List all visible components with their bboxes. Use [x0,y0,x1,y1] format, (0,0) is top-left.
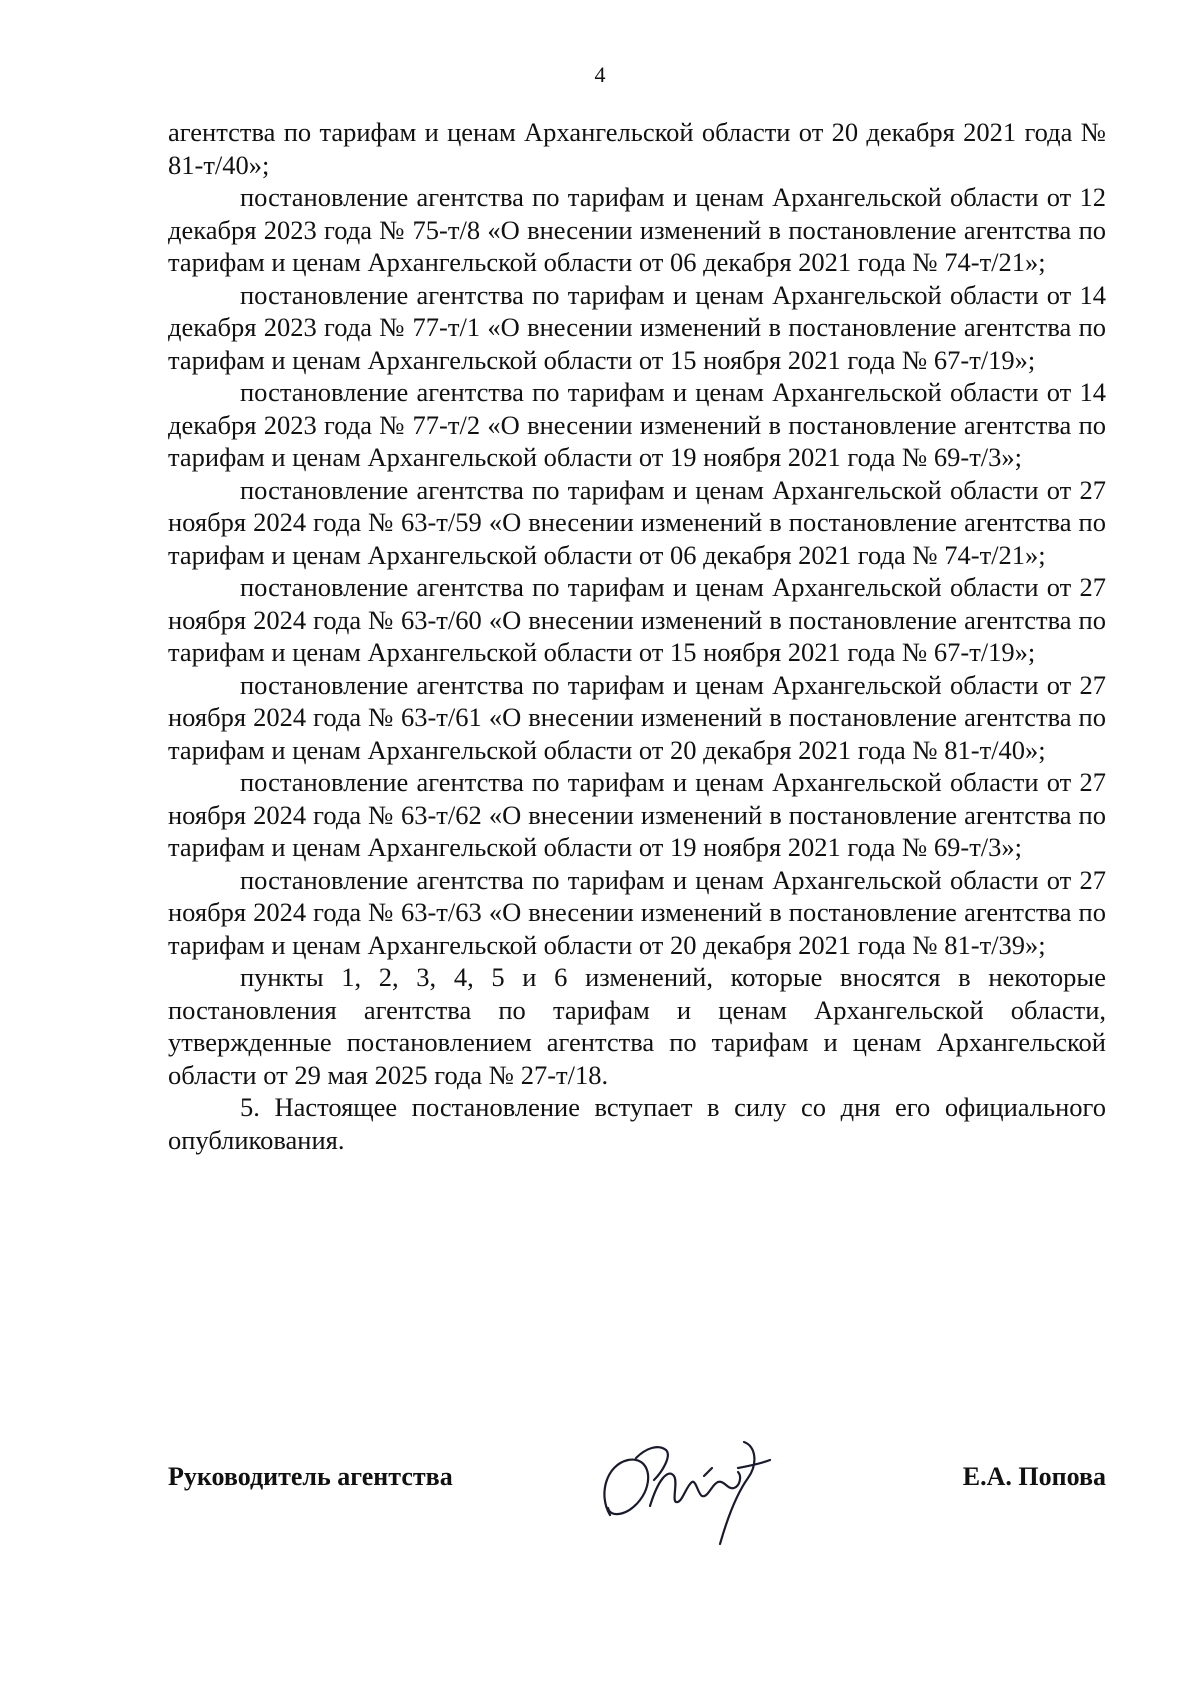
paragraph: 5. Настоящее постановление вступает в силу со дня его официального опубликования. [168,1092,1106,1155]
document-body [168,116,1106,1156]
paragraph: постановление агентства по тарифам и ценам Архангельской области от 12 декабря 2023 года № 75-т/8 «О внесении изменений в постановление агентства по тарифам и ценам Архангельской области от 06 декабря 2021 года № 74-т/21»; [168,182,1106,277]
paragraph: пункты 1, 2, 3, 4, 5 и 6 изменений, которые вносятся в некоторые постановления агентства по тарифам и ценам Архангельской области, утвержденные постановлением агентства по тарифам и ценам Архангельской области от 29 мая 2025 года № 27-т/18. [168,962,1106,1090]
signatory-title: Руководитель агентства [168,1462,453,1491]
paragraph: постановление агентства по тарифам и ценам Архангельской области от 27 ноября 2024 года № 63-т/63 «О внесении изменений в постановление агентства по тарифам и ценам Архангельской области от 20 декабря 2021 года № 81-т/39»; [168,864,1106,960]
paragraph: постановление агентства по тарифам и ценам Архангельской области от 14 декабря 2023 года № 77-т/1 «О внесении изменений в постановление агентства по тарифам и ценам Архангельской области от 15 ноября 2021 года № 67-т/19»; [168,279,1106,375]
signature-block [168,1440,1106,1550]
paragraph: постановление агентства по тарифам и ценам Архангельской области от 14 декабря 2023 года № 77-т/2 «О внесении изменений в постановление агентства по тарифам и ценам Архангельской области от 19 ноября 2021 года № 69-т/3»; [168,377,1106,472]
paragraph: агентства по тарифам и ценам Архангельской области от 20 декабря 2021 года № 81-т/40»; [168,117,1106,180]
paragraph: постановление агентства по тарифам и ценам Архангельской области от 27 ноября 2024 года № 63-т/62 «О внесении изменений в постановление агентства по тарифам и ценам Архангельской области от 19 ноября 2021 года № 69-т/3»; [168,767,1106,862]
paragraph: постановление агентства по тарифам и ценам Архангельской области от 27 ноября 2024 года № 63-т/59 «О внесении изменений в постановление агентства по тарифам и ценам Архангельской области от 06 декабря 2021 года № 74-т/21»; [168,474,1106,570]
paragraph: постановление агентства по тарифам и ценам Архангельской области от 27 ноября 2024 года № 63-т/61 «О внесении изменений в постановление агентства по тарифам и ценам Архангельской области от 20 декабря 2021 года № 81-т/40»; [168,669,1106,765]
paragraph: постановление агентства по тарифам и ценам Архангельской области от 27 ноября 2024 года № 63-т/60 «О внесении изменений в постановление агентства по тарифам и ценам Архангельской области от 15 ноября 2021 года № 67-т/19»; [168,572,1106,667]
handwritten-signature-icon [588,1420,778,1560]
signatory-name: Е.А. Попова [962,1462,1106,1491]
page-number: 4 [594,62,606,87]
